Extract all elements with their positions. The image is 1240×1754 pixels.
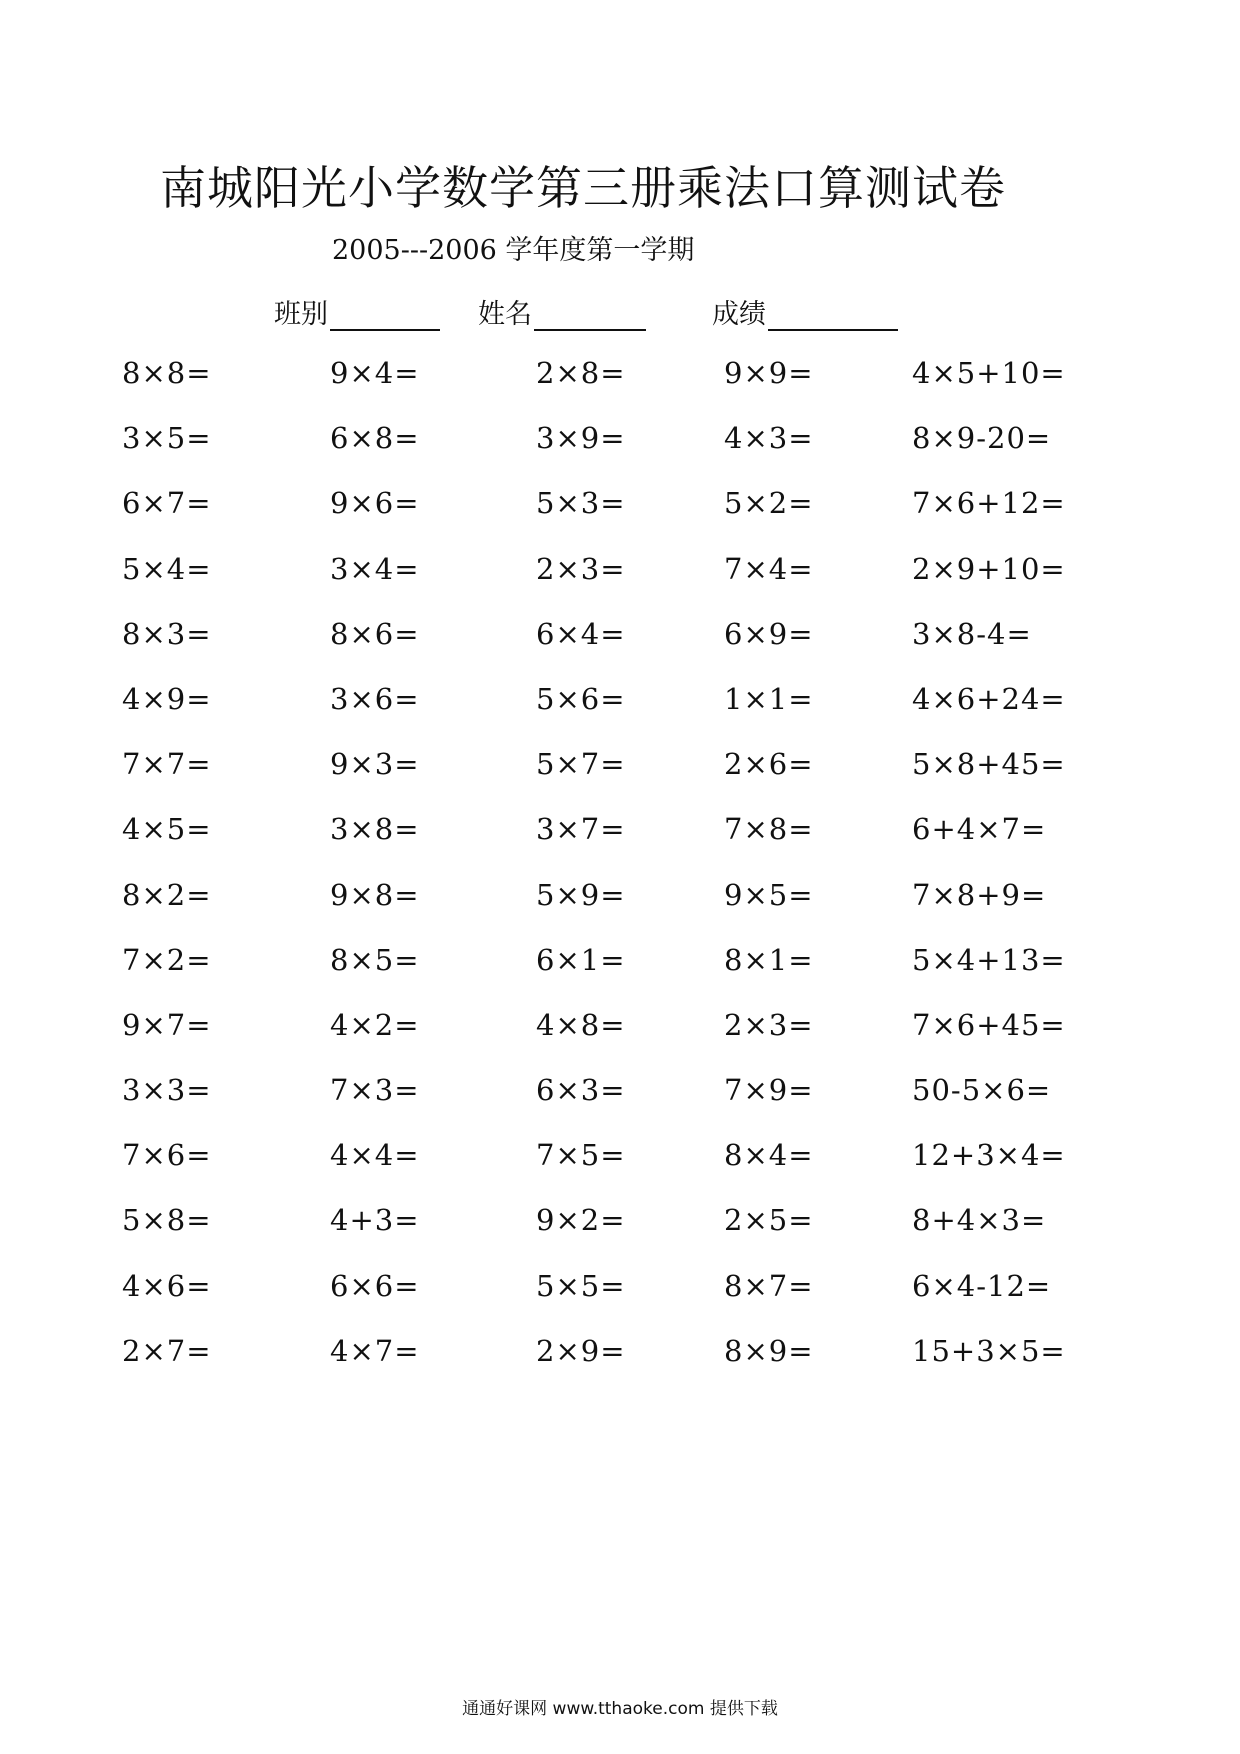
class-blank-line (330, 299, 440, 331)
problem-item: 2×3= (724, 1007, 814, 1042)
name-label: 姓名 (478, 299, 532, 330)
problem-item: 8×1= (724, 942, 814, 977)
problem-item: 3×9= (536, 421, 626, 456)
problem-item: 5×4+13= (912, 942, 1066, 977)
problem-item: 8×2= (122, 877, 212, 912)
problem-item: 3×8-4= (912, 616, 1032, 651)
problem-item: 2×9+10= (912, 551, 1066, 586)
problem-item: 5×5= (536, 1268, 626, 1303)
problem-item: 6×4= (536, 616, 626, 651)
problem-item: 6×8= (330, 421, 420, 456)
problem-item: 12+3×4= (912, 1138, 1066, 1173)
problem-item: 2×5= (724, 1203, 814, 1238)
class-label: 班别 (274, 299, 328, 330)
problem-item: 8×9-20= (912, 421, 1052, 456)
score-field (712, 292, 898, 331)
problem-item: 5×8+45= (912, 747, 1066, 782)
name-field (478, 292, 646, 331)
problem-item: 2×7= (122, 1333, 212, 1368)
problem-item: 8×5= (330, 942, 420, 977)
problem-item: 5×3= (536, 486, 626, 521)
footer-credit: 通通好课网 www.tthaoke.com 提供下载 (462, 1699, 778, 1719)
problem-item: 8×7= (724, 1268, 814, 1303)
problem-item: 3×6= (330, 681, 420, 716)
problem-row (0, 1073, 1240, 1138)
problem-item: 9×6= (330, 486, 420, 521)
problem-item: 4×5= (122, 812, 212, 847)
problem-grid (0, 356, 1240, 1399)
problem-item: 4×4= (330, 1138, 420, 1173)
problem-item: 6×3= (536, 1073, 626, 1108)
problem-item: 4×6+24= (912, 681, 1066, 716)
problem-item: 7×6+45= (912, 1007, 1066, 1042)
problem-row (0, 1334, 1240, 1399)
problem-row (0, 1203, 1240, 1268)
problem-row (0, 1138, 1240, 1203)
problem-item: 4×9= (122, 681, 212, 716)
problem-item: 4×8= (536, 1007, 626, 1042)
problem-item: 9×3= (330, 747, 420, 782)
problem-item: 5×9= (536, 877, 626, 912)
problem-item: 9×7= (122, 1007, 212, 1042)
problem-row (0, 1008, 1240, 1073)
problem-item: 3×3= (122, 1073, 212, 1108)
problem-item: 7×9= (724, 1073, 814, 1108)
problem-item: 5×2= (724, 486, 814, 521)
score-blank-line (768, 299, 898, 331)
problem-row (0, 1269, 1240, 1334)
problem-item: 4+3= (330, 1203, 420, 1238)
problem-item: 9×5= (724, 877, 814, 912)
problem-item: 4×5+10= (912, 356, 1066, 390)
problem-item: 3×4= (330, 551, 420, 586)
school-year-subtitle: 2005---2006 学年度第一学期 (332, 235, 695, 266)
problem-item: 9×2= (536, 1203, 626, 1238)
page-title: 南城阳光小学数学第三册乘法口算测试卷 (160, 161, 1006, 215)
problem-item: 3×5= (122, 421, 212, 456)
score-label: 成绩 (712, 299, 766, 330)
problem-item: 7×8= (724, 812, 814, 847)
problem-item: 6×4-12= (912, 1268, 1052, 1303)
problem-item: 4×6= (122, 1268, 212, 1303)
problem-item: 50-5×6= (912, 1073, 1052, 1108)
problem-item: 9×8= (330, 877, 420, 912)
problem-item: 4×7= (330, 1333, 420, 1368)
problem-item: 6+4×7= (912, 812, 1047, 847)
problem-item: 6×1= (536, 942, 626, 977)
problem-row (0, 356, 1240, 421)
problem-item: 2×8= (536, 356, 626, 390)
problem-item: 8+4×3= (912, 1203, 1047, 1238)
problem-row (0, 878, 1240, 943)
problem-row (0, 943, 1240, 1008)
problem-item: 7×6= (122, 1138, 212, 1173)
name-blank-line (534, 299, 646, 331)
problem-item: 5×6= (536, 681, 626, 716)
problem-item: 5×7= (536, 747, 626, 782)
problem-row (0, 421, 1240, 486)
problem-item: 4×2= (330, 1007, 420, 1042)
problem-item: 7×3= (330, 1073, 420, 1108)
problem-item: 5×8= (122, 1203, 212, 1238)
problem-item: 7×2= (122, 942, 212, 977)
problem-item: 8×4= (724, 1138, 814, 1173)
problem-item: 7×4= (724, 551, 814, 586)
problem-item: 2×9= (536, 1333, 626, 1368)
problem-item: 7×5= (536, 1138, 626, 1173)
problem-item: 6×6= (330, 1268, 420, 1303)
problem-item: 8×6= (330, 616, 420, 651)
problem-item: 8×9= (724, 1333, 814, 1368)
problem-item: 8×3= (122, 616, 212, 651)
problem-item: 9×4= (330, 356, 420, 390)
problem-item: 7×7= (122, 747, 212, 782)
problem-item: 8×8= (122, 356, 212, 390)
problem-row (0, 812, 1240, 877)
problem-item: 2×3= (536, 551, 626, 586)
problem-item: 1×1= (724, 681, 814, 716)
problem-item: 7×6+12= (912, 486, 1066, 521)
problem-item: 3×8= (330, 812, 420, 847)
problem-item: 7×8+9= (912, 877, 1047, 912)
problem-item: 15+3×5= (912, 1333, 1066, 1368)
problem-item: 4×3= (724, 421, 814, 456)
problem-row (0, 617, 1240, 682)
problem-item: 9×9= (724, 356, 814, 390)
problem-row (0, 486, 1240, 551)
problem-item: 2×6= (724, 747, 814, 782)
problem-item: 3×7= (536, 812, 626, 847)
problem-item: 6×9= (724, 616, 814, 651)
student-info-fields (0, 292, 1240, 332)
problem-row (0, 682, 1240, 747)
class-field (274, 292, 440, 331)
problem-row (0, 552, 1240, 617)
problem-row (0, 747, 1240, 812)
problem-item: 5×4= (122, 551, 212, 586)
problem-item: 6×7= (122, 486, 212, 521)
